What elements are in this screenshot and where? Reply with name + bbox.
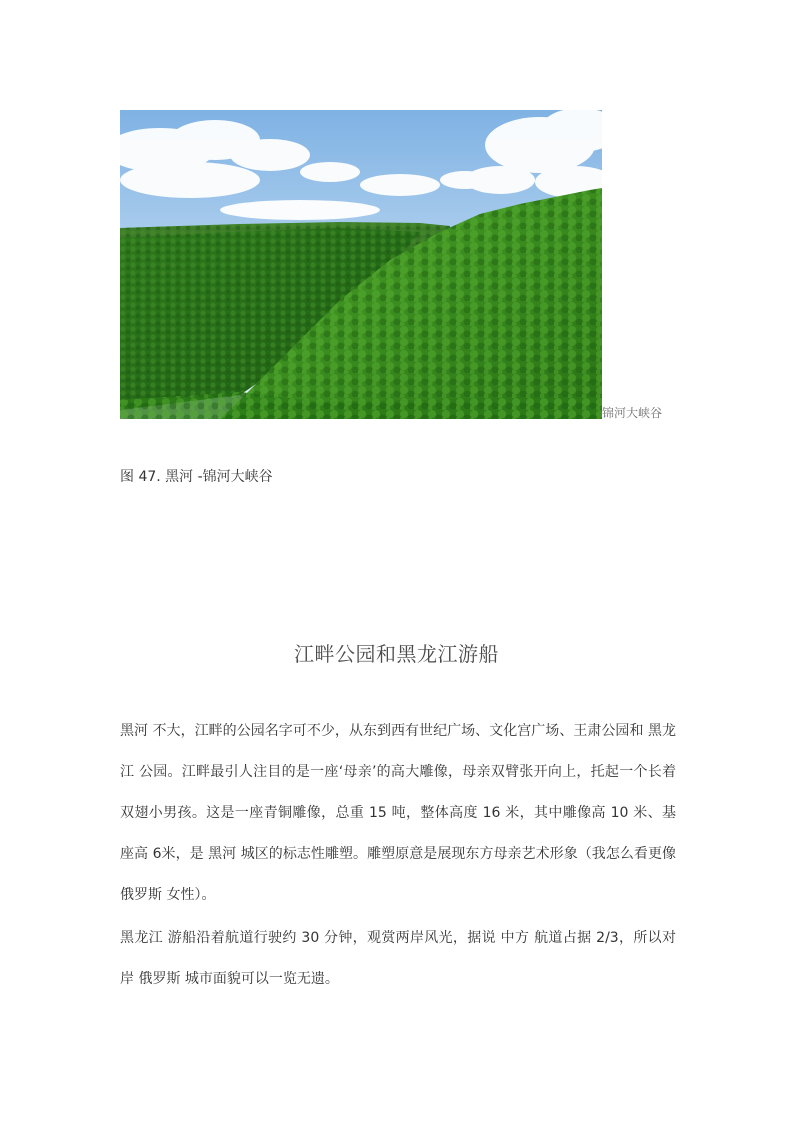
paragraph-park-statue: 黑河 不大，江畔的公园名字可不少，从东到西有世纪广场、文化宫广场、王肃公园和 黑龙江 公园。江畔最引人注目的是一座‘母亲’的高大雕像，母亲双臂张开向上，托起一个长着双翅小男孩。这是一座青铜雕像，总重 15 吨，整体高度 16 米，其中雕像高 10 米、基座高 6米，是 黑河 城区的标志性雕塑。雕塑原意是展现东方母亲艺术形象（我怎么看更像 俄罗斯 女性）。 — [120, 723, 676, 903]
section-title: 江畔公园和黑龙江游船 — [294, 642, 499, 666]
paragraph-river-cruise: 黑龙江 游船沿着航道行驶约 30 分钟，观赏两岸风光，据说 中方 航道占据 2/3，所以对岸 俄罗斯 城市面貌可以一览无遗。 — [120, 930, 676, 987]
photo-label: 锦河大峡谷 — [602, 406, 663, 420]
figure-caption: 图 47. 黑河 -锦河大峡谷 — [120, 469, 273, 485]
forest-canyon-photo — [120, 110, 602, 419]
